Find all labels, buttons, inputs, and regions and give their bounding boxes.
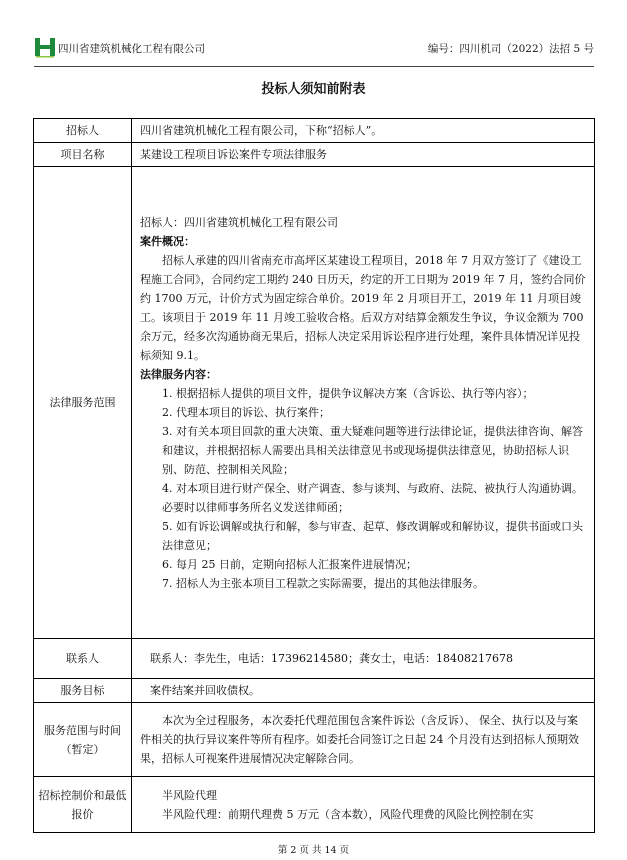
row-value [132, 703, 595, 777]
list-item: 7. 招标人为主张本项目工程款之实际需要，提出的其他法律服务。 [162, 576, 484, 590]
case-overview-text: 招标人承建的四川省南充市高坪区某建设工程项目，2018 年 7 月双方签订了《建设工程施工合同》，合同约定工期约 240 日历天，约定的开工日期为 2019 年 7 月，签约合同价约 1700 万元，计价方式为固定综合单价。2019 年 2 月项目开工，2019 年 11 月项目竣工。该项目于 2019 年 11 月竣工验收合格。后双方对结算金额发生争议，争议金额为 700 余万元，经多次沟通协商无果后，招标人决定采用诉讼程序进行处理，案件具体情况详见投标须知 9.1。 [140, 253, 586, 362]
list-item: 3. 对有关本项目回款的重大决策、重大疑难问题等进行法律论证，提供法律咨询、解答和建议，并根据招标人需要出具相关法律意见书或现场提供法律意见，协助招标人识别、防范、控制相关风险； [162, 424, 583, 476]
row-label: 服务范围与时间（暂定） [34, 703, 132, 777]
row-label: 项目名称 [34, 143, 132, 167]
service-content-heading: 法律服务内容： [140, 367, 217, 381]
table-row [34, 703, 595, 777]
table-row [34, 143, 595, 167]
tenderer-line: 招标人：四川省建筑机械化工程有限公司 [140, 215, 338, 229]
case-overview-heading: 案件概况： [140, 234, 195, 248]
list-item: 5. 如有诉讼调解或执行和解，参与审查、起草、修改调解或和解协议，提供书面或口头法律意见； [162, 519, 583, 552]
list-item: 4. 对本项目进行财产保全、财产调查、参与谈判、与政府、法院、被执行人沟通协调。必要时以律师事务所名义发送律师函； [162, 481, 583, 514]
row-value: 某建设工程项目诉讼案件专项法律服务 [132, 143, 595, 167]
row-value: 案件结案并回收债权。 [132, 679, 595, 703]
table-row [34, 119, 595, 143]
company-name: 四川省建筑机械化工程有限公司 [58, 43, 205, 55]
pricing-line-1: 半风险代理 [162, 788, 217, 802]
list-item: 6. 每月 25 日前，定期向招标人汇报案件进展情况； [162, 557, 417, 571]
service-time-text: 本次为全过程服务，本次委托代理范围包含案件诉讼（含反诉）、 保全、执行以及与案件相关的执行异议案件等所有程序。如委托合同签订之日起 24 个月没有达到招标人预期效果，招标人可视案件进展情况决定解除合同。 [140, 714, 579, 765]
table-row [34, 639, 595, 679]
header-divider [34, 66, 594, 67]
list-item: 1. 根据招标人提供的项目文件，提供争议解决方案（含诉讼、执行等内容）； [162, 386, 534, 400]
pricing-line-2: 半风险代理：前期代理费 5 万元（含本数），风险代理费的风险比例控制在实 [162, 807, 534, 821]
company-logo-icon [34, 36, 56, 58]
row-label: 招标控制价和最低报价 [34, 777, 132, 833]
row-label: 法律服务范围 [34, 167, 132, 639]
table-row [34, 777, 595, 833]
table-row [34, 679, 595, 703]
list-item: 2. 代理本项目的诉讼、执行案件； [162, 405, 330, 419]
table-row [34, 167, 595, 639]
page-number: 第 2 页 共 14 页 [277, 845, 350, 856]
row-value [132, 777, 595, 833]
row-value: 联系人：李先生，电话：17396214580；龚女士，电话：18408217678 [132, 639, 595, 679]
row-label: 招标人 [34, 119, 132, 143]
legal-service-scope [132, 167, 595, 639]
page-header [34, 36, 594, 62]
document-number: 编号：四川机司（2022）法招 5 号 [427, 43, 594, 55]
row-label: 服务目标 [34, 679, 132, 703]
row-label: 联系人 [34, 639, 132, 679]
page-title: 投标人须知前附表 [261, 82, 366, 97]
row-value: 四川省建筑机械化工程有限公司，下称“招标人”。 [132, 119, 595, 143]
bidder-instructions-table [33, 118, 595, 833]
